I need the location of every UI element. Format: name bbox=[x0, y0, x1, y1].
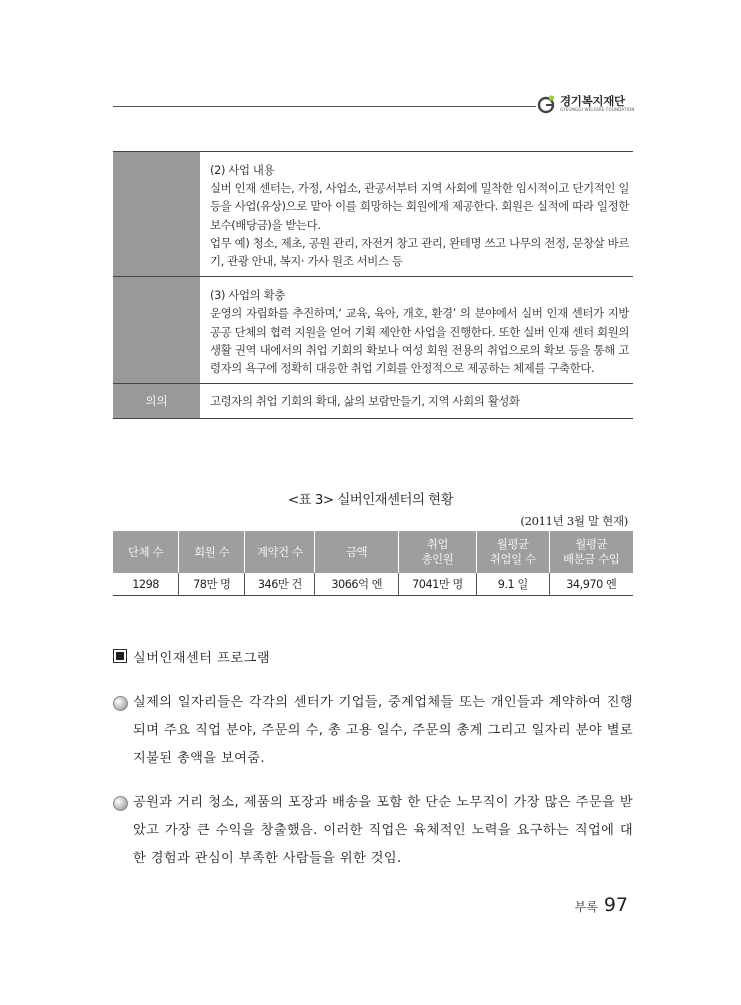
table-row bbox=[113, 277, 633, 384]
bullet-item bbox=[113, 689, 633, 773]
logo-org-name: 경기복지재단 bbox=[560, 94, 625, 108]
column-header: 월평균 배분금 수입 bbox=[549, 531, 633, 573]
table-cell: 3066억 엔 bbox=[315, 573, 399, 596]
table-cell: 9.1 일 bbox=[476, 573, 549, 596]
table-row bbox=[113, 573, 633, 596]
column-header: 단체 수 bbox=[113, 531, 179, 573]
column-header: 계약건 수 bbox=[245, 531, 315, 573]
page-footer bbox=[575, 894, 628, 916]
row-content bbox=[200, 277, 633, 383]
table-row bbox=[113, 152, 633, 277]
table-header-row bbox=[113, 531, 633, 573]
row-paragraph: 실버 인재 센터는, 가정, 사업소, 관공서부터 지역 사회에 밀착한 임시적이고 단기적인 일 등을 사업(유상)으로 맡아 이를 희망하는 회원에게 제공한다. 회원은 실적에 따라 일정한 보수(배당금)을 받는다. bbox=[210, 181, 629, 232]
table-cell: 7041만 명 bbox=[398, 573, 476, 596]
section-heading bbox=[113, 647, 270, 666]
row-content bbox=[200, 384, 633, 418]
row-paragraph: 운영의 자립화를 추진하며,‘ 교육, 육아, 개호, 환경’ 의 분야에서 실버 인재 센터가 지방 공공 단체의 협력 지원을 얻어 기획 제안한 사업을 진행한다. 또한 실버 인재 센터 회원의 생활 권역 내에서의 취업 기회의 확보나 여성 회원 전용의 취업으로의 확보 등을 통해 고령자의 욕구에 정확히 대응한 취업 기회를 안정적으로 제공하는 체제를 구축한다. bbox=[210, 306, 629, 376]
footer-section-label: 부록 bbox=[574, 900, 598, 914]
table-cell: 34,970 엔 bbox=[549, 573, 633, 596]
table-cell: 78만 명 bbox=[179, 573, 245, 596]
column-header: 회원 수 bbox=[179, 531, 245, 573]
section-heading-text: 실버인재센터 프로그램 bbox=[133, 651, 271, 666]
sphere-bullet-icon bbox=[113, 796, 128, 811]
logo-org-sub: GYEONGGI WELFARE FOUNDATION bbox=[560, 107, 635, 112]
row-paragraph: 고령자의 취업 기회의 확대, 삶의 보람만들기, 지역 사회의 활성화 bbox=[210, 394, 520, 409]
table-note: (2011년 3월 말 현재) bbox=[520, 514, 628, 528]
header-rule bbox=[113, 106, 536, 107]
row-title: (3) 사업의 확충 bbox=[210, 288, 285, 303]
row-paragraph: 업무 예) 청소, 제초, 공원 관리, 자전거 창고 관리, 완테명 쓰고 나무의 전정, 문창살 바르기, 관광 안내, 복지· 가사 원조 서비스 등 bbox=[210, 235, 629, 269]
foundation-logo bbox=[537, 92, 647, 118]
bullet-text: 실제의 일자리들은 각각의 센터가 기업들, 중계업체들 또는 개인들과 계약하여 진행되며 주요 직업 분야, 주문의 수, 총 고용 일수, 주문의 총계 그리고 일자리 분야 별로 지불된 총액을 보여줌. bbox=[133, 695, 633, 766]
bullet-text: 공원과 거리 청소, 제품의 포장과 배송을 포함 한 단순 노무직이 가장 많은 주문을 받았고 가장 큰 수익을 창출했음. 이러한 직업은 육체적인 노력을 요구하는 직업에 대한 경험과 관심이 부족한 사람들을 위한 것임. bbox=[133, 795, 633, 866]
table-row bbox=[113, 384, 633, 419]
sphere-bullet-icon bbox=[113, 696, 128, 711]
row-label bbox=[113, 277, 200, 384]
table-title: <표 3> 실버인재센터의 현황 bbox=[287, 493, 454, 508]
row-title: (2) 사업 내용 bbox=[210, 163, 275, 177]
column-header: 월평균 취업일 수 bbox=[476, 531, 549, 573]
page-number: 97 bbox=[603, 894, 628, 916]
program-detail-table bbox=[113, 151, 633, 419]
row-content bbox=[200, 152, 633, 276]
column-header: 취업 총인원 bbox=[398, 531, 476, 573]
table-cell: 346만 건 bbox=[245, 573, 315, 596]
status-table bbox=[113, 531, 633, 596]
column-header: 금액 bbox=[315, 531, 399, 573]
square-bullet-icon bbox=[113, 649, 127, 663]
logo-mark-icon bbox=[537, 94, 557, 114]
row-label: 의의 bbox=[113, 384, 200, 419]
table-cell: 1298 bbox=[113, 573, 179, 596]
row-label bbox=[113, 152, 200, 277]
bullet-item bbox=[113, 789, 633, 873]
